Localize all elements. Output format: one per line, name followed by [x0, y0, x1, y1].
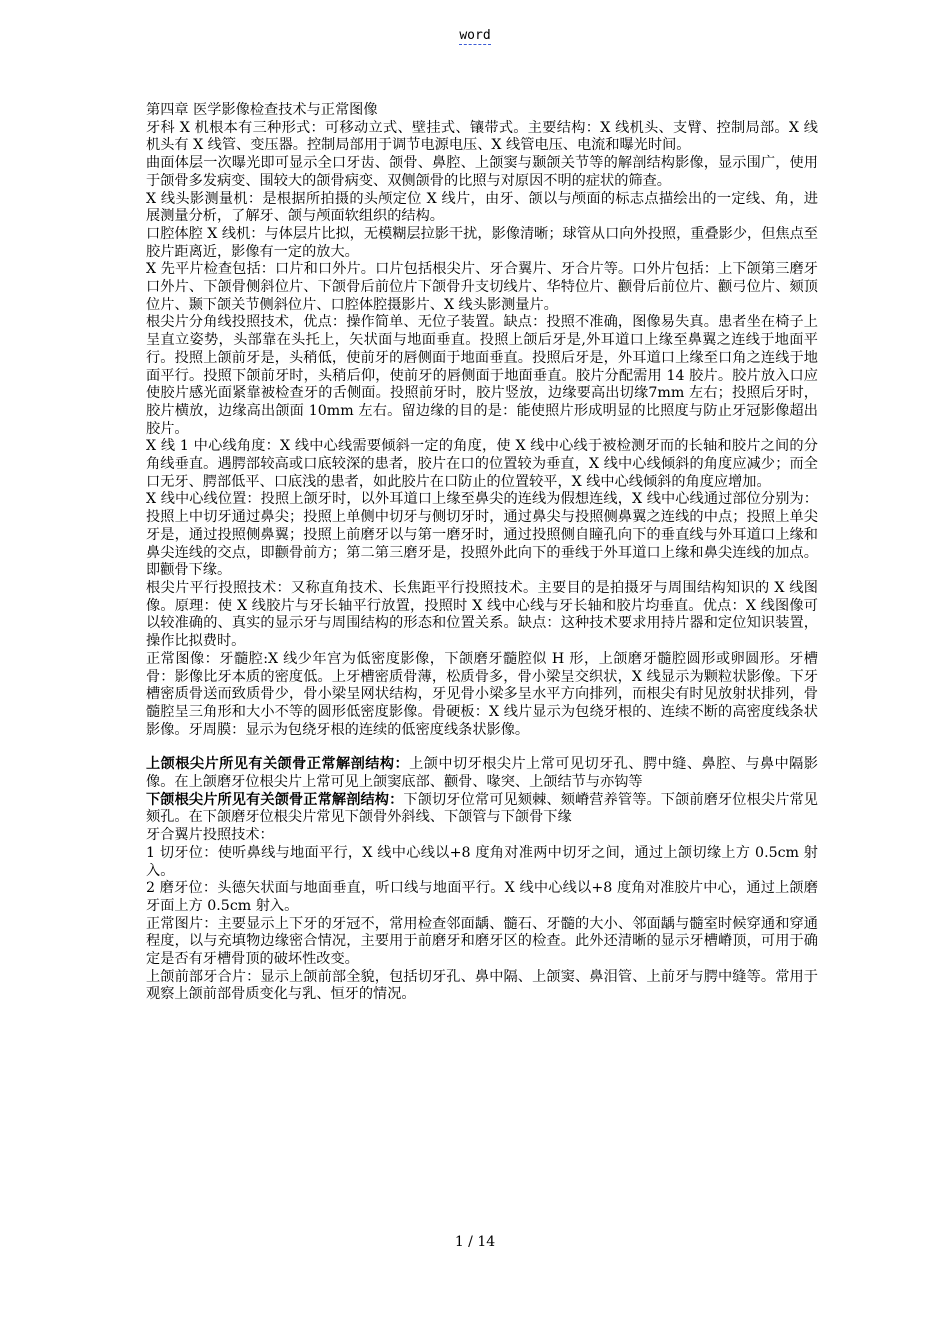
- paragraph: 2 磨牙位：头德矢状面与地面垂直，听口线与地面平行。X 线中心线以+8 度角对准胶片中心，通过上颌磨牙面上方 0.5cm 射入。: [146, 880, 818, 914]
- paragraph: 正常图片：主要显示上下牙的牙冠不，常用检查邻面龋、髓石、牙髓的大小、邻面龋与髓室时候穿通和穿通程度，以与充填物边缘密合情况，主要用于前磨牙和磨牙区的检查。此外还清晰的显示牙槽嵴顶，可用于确定是否有牙槽骨顶的破坏性改变。: [146, 915, 818, 968]
- paragraph: 牙科 X 机根本有三种形式：可移动立式、壁挂式、镶带式。主要结构：X 线机头、支臂、控制局部。X 线机头有 X 线管、变压器。控制局部用于调节电源电压、X 线管电压、电流和曝光时间。: [146, 119, 818, 154]
- paragraph: 口腔体腔 X 线机：与体层片比拟，无模糊层拉影干扰，影像清晰；球管从口向外投照，重叠影少，但焦点至胶片距离近，影像有一定的放大。: [146, 225, 818, 260]
- section-heading: 上颌根尖片所见有关颌骨正常解剖结构：: [146, 756, 410, 773]
- paragraph: 正常图像：牙髓腔:X 线少年宫为低密度影像，下颌磨牙髓腔似 H 形，上颌磨牙髓腔圆形或卵圆形。牙槽骨：影像比牙本质的密度低。上牙槽密质骨薄，松质骨多，骨小梁呈交织状，X 线显示为颗粒状影像。下牙槽密质骨送而致质骨少，骨小梁呈网状结构，牙见骨小梁多呈水平方向排列，而根尖有时见放射状排列，骨髓腔呈三角形和大小不等的圆形低密度影像。骨硬板：X 线片显示为包绕牙根的、连续不断的高密度线条状影像。牙周膜：显示为包绕牙根的连续的低密度线条状影像。: [146, 650, 818, 738]
- upper-jaw-section: [146, 756, 818, 791]
- paragraph: X 线头影测量机：是根据所拍摄的头颅定位 X 线片，由牙、颌以与颅面的标志点描绘出的一定线、角，进展测量分析，了解牙、颌与颅面软组织的结构。: [146, 190, 818, 225]
- paragraph: 根尖片平行投照技术：又称直角技术、长焦距平行投照技术。主要目的是拍摄牙与周围结构知识的 X 线图像。原理：使 X 线胶片与牙长轴平行放置，投照时 X 线中心线与牙长轴和胶片均垂直。优点：X 线图像可以较准确的、真实的显示牙与周围结构的形态和位置关系。缺点：这种技术要求用持片器和定位知识装置，操作比拟费时。: [146, 579, 818, 650]
- page-number: 1 / 14: [454, 1234, 496, 1250]
- section-body: 上颌中切牙根尖片上常可见切牙孔、腭中缝、鼻腔、与鼻中隔影像。在上颌磨牙位根尖片上常可见上颌窦底部、颧骨、喙突、上颌结节与亦钩等: [146, 756, 818, 791]
- paragraph: X 先平片检查包括：口片和口外片。口片包括根尖片、牙合翼片、牙合片等。口外片包括：上下颌第三磨牙口外片、下颌骨侧斜位片、下颌骨后前位片下颌骨升支切线片、华特位片、颧骨后前位片、颧弓位片、颏顶位片、颞下颌关节侧斜位片、口腔体腔摄影片、X 线头影测量片。: [146, 261, 818, 313]
- paragraph: X 线中心线位置：投照上颌牙时，以外耳道口上缘至鼻尖的连线为假想连线，X 线中心线通过部位分别为：投照上中切牙通过鼻尖；投照上单侧中切牙与侧切牙时，通过鼻尖与投照侧鼻翼之连线的中点；投照上单尖牙是，通过投照侧鼻翼；投照上前磨牙以与第一磨牙时，通过投照侧自瞳孔向下的垂直线与外耳道口上缘和鼻尖连线的交点，即颧骨前方；第二第三磨牙是，投照外此向下的垂线于外耳道口上缘和鼻尖连线的加点。即颧骨下缘。: [146, 491, 818, 579]
- paragraph: 牙合翼片投照技术：: [146, 827, 274, 844]
- document-body: [146, 102, 818, 1004]
- paragraph: 1 切牙位：使听鼻线与地面平行，X 线中心线以+8 度角对准两中切牙之间，通过上颌切缘上方 0.5cm 射入。: [146, 844, 818, 879]
- paragraph: 上颌前部牙合片：显示上颌前部全貌，包括切牙孔、鼻中隔、上颌窦、鼻泪管、上前牙与腭中缝等。常用于观察上颌前部骨质变化与乳、恒牙的情况。: [146, 968, 818, 1003]
- paragraph: 曲面体层一次曝光即可显示全口牙齿、颌骨、鼻腔、上颌窦与颞颌关节等的解剖结构影像，显示围广，使用于颌骨多发病变、围较大的颌骨病变、双侧颌骨的比照与对原因不明的症状的筛查。: [146, 155, 818, 189]
- lower-jaw-section: [146, 792, 818, 827]
- paragraph: 根尖片分角线投照技术，优点：操作简单、无位子装置。缺点：投照不准确，图像易失真。患者坐在椅子上呈直立姿势，头部靠在头托上，矢状面与地面垂直。投照上颌后牙是,外耳道口上缘至鼻翼之连线于地面平行。投照上颌前牙是，头稍低，使前牙的唇侧面于地面垂直。投照后牙是，外耳道口上缘至口角之连线于地面平行。投照下颌前牙时，头稍后仰，使前牙的唇侧面于地面垂直。胶片分配需用 14 胶片。胶片放入口应使胶片感光面紧靠被检查牙的舌侧面。投照前牙时，胶片竖放，边缘要高出切缘7mm 左右；投照后牙时，胶片横放，边缘高出颌面 10mm 左右。留边缘的目的是：能使照片形成明显的比照度与防止牙冠影像超出胶片。: [146, 314, 818, 437]
- doc-label: word: [459, 28, 491, 43]
- section-body: 下颌切牙位常可见颏棘、颏嵴营养管等。下颌前磨牙位根尖片常见颏孔。在下颌磨牙位根尖片常见下颌骨外斜线、下颌管与下颌骨下缘: [146, 791, 818, 826]
- chapter-title: 第四章 医学影像检查技术与正常图像: [146, 102, 378, 118]
- section-heading: 下颌根尖片所见有关颌骨正常解剖结构：: [146, 791, 404, 808]
- section-spacer: [146, 739, 818, 756]
- page-header: [0, 28, 950, 43]
- paragraph: X 线 1 中心线角度：X 线中心线需要倾斜一定的角度，使 X 线中心线于被检测牙而的长轴和胶片之间的分角线垂直。遇腭部较高或口底较深的患者，胶片在口的位置较为垂直，X 线中心线倾斜的角度应减少；而全口无牙、腭部低平、口底浅的患者，如此胶片在口防止的位置较平，X 线中心线倾斜的角度应增加。: [146, 438, 818, 490]
